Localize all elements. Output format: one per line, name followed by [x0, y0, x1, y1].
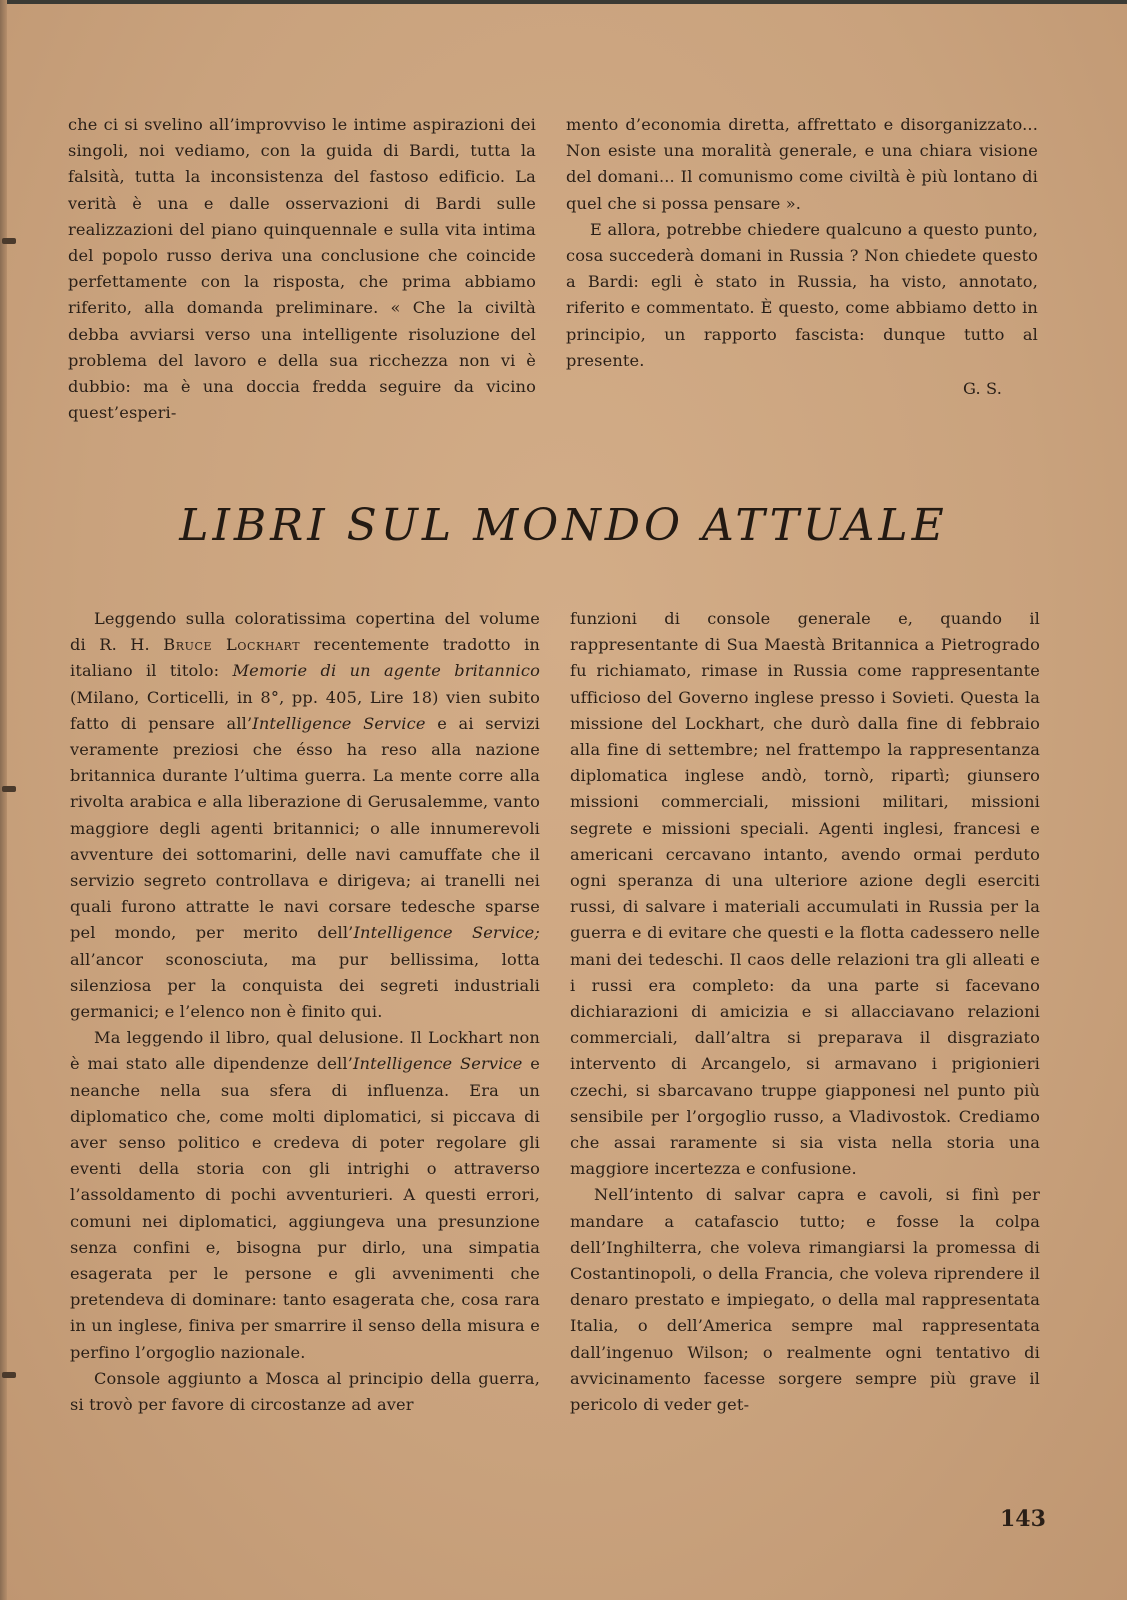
signature: G. S. [962, 379, 1002, 399]
text-run: all’ancor sconosciuta, ma pur bellissima, lotta silenziosa per la conquista dei segreti industriali germanici; e l’elenco non è finito qui. [70, 949, 540, 1022]
paragraph: che ci si svelino all’improvviso le intime aspirazioni dei singoli, noi vediamo, con la guida di Bardi, tutta la falsità, tutta la inconsistenza del fastoso edificio. La verità è una e dalle osservazioni di Bardi sulle realizzazioni del piano quinquennale e sulla vita intima del popolo russo deriva una conclusione che coincide perfettamente con la risposta, che prima abbiamo riferito, alla domanda preliminare. « Che la civiltà debba avviarsi verso una intelligente risoluzione del problema del lavoro e della sua ricchezza non vi è dubbio: ma è una doccia fredda seguire da vicino quest’esperi- [68, 115, 536, 423]
top-border [0, 0, 1127, 4]
text-run: (Milano, Corticelli, in 8°, pp. 405, Lire 18) vien subito fatto di pensare all’ [70, 687, 540, 733]
paragraph: mento d’economia diretta, affrettato e disorganizzato... Non esiste una moralità generale, e una chiara visione del domani... Il comunismo come civiltà è più lontano di quel che si possa pensare ». [566, 115, 1038, 213]
paragraph: E allora, potrebbe chiedere qualcuno a questo punto, cosa succederà domani in Russia ? Non chiedete questo a Bardi: egli è stato in Russia, ha visto, annotato, riferito e commentato. È questo, come abbiamo detto in principio, un rapporto fascista: dunque tutto al presente. [566, 219, 1038, 370]
italic-term: Intelligence Service [353, 1054, 523, 1074]
paragraph: Console aggiunto a Mosca al principio della guerra, si trovò per favore di circostanze ad aver [70, 1368, 540, 1415]
paragraph [70, 1025, 540, 1366]
previous-review-right-column [566, 112, 1038, 402]
section-title: LIBRI SUL MONDO ATTUALE [179, 500, 948, 551]
paragraph [70, 606, 540, 1025]
text-run: recentemente tradotto in italiano il titolo: [70, 635, 540, 681]
text-run: Ma leggendo il libro, qual delusione. Il Lockhart non è mai stato alle dipendenze dell’ [70, 1028, 540, 1074]
author-name: Bruce Lockhart [163, 635, 301, 655]
text-run: e ai servizi veramente preziosi che ésso ha reso alla nazione britannica durante l’ultima guerra. La mente corre alla rivolta arabica e alla liberazione di Gerusalemme, vanto maggiore degli agenti britannici; o alle innumerevoli avventure dei sottomarini, delle navi camuffate che il servizio segreto controllava e dirigeva; ai tranelli nei quali furono attratte le navi corsare tedesche sparse pel mondo, per merito dell’ [70, 713, 540, 943]
binding-mark [2, 786, 16, 792]
binding-mark [2, 1372, 16, 1378]
italic-term: Intelligence Service [252, 713, 426, 733]
text-run: e neanche nella sua sfera di influenza. Era un diplomatico che, come molti diplomatici, si piccava di aver senso politico e credeva di poter regolare gli eventi della storia con gli intrighi o attraverso l’assoldamento di pochi avventurieri. A questi errori, comuni nei diplomatici, aggiungeva una presunzione senza confini e, bisogna pur dirlo, una simpatia esagerata per le persone e gli avvenimenti che pretendeva di dominare: tanto esagerata che, cosa rara in un inglese, finiva per smarrire il senso della misura e perfino l’orgoglio nazionale. [70, 1054, 540, 1362]
paragraph: Nell’intento di salvar capra e cavoli, si finì per mandare a catafascio tutto; e fosse la colpa dell’Inghilterra, che voleva rimangiarsi la promessa di Costantinopoli, o della Francia, che voleva riprendere il denaro prestato e impiegato, o della mal rappresentata Italia, o dell’America sempre mal rappresentata dall’ingenuo Wilson; o realmente ogni tentativo di avvicinamento facesse sorgere sempre più grave il pericolo di veder get- [570, 1185, 1040, 1415]
binding-mark [2, 238, 16, 244]
article-right-column [570, 606, 1040, 1418]
italic-term: Intelligence Service; [353, 923, 540, 943]
book-title: Memorie di un agente britannico [232, 661, 540, 681]
text-run: Leggendo sulla coloratissima copertina del volume di R. H. [70, 609, 540, 655]
page-number: 143 [1000, 1506, 1046, 1532]
paragraph: funzioni di console generale e, quando il rappresentante di Sua Maestà Britannica a Pietrogrado fu richiamato, rimase in Russia come rappresentante ufficioso del Governo inglese presso i Sovieti. Questa la missione del Lockhart, che durò dalla fine di febbraio alla fine di settembre; nel frattempo la rappresentanza diplomatica inglese andò, tornò, ripartì; giunsero missioni commerciali, missioni militari, missioni segrete e missioni speciali. Agenti inglesi, francesi e americani cercavano intanto, avendo ormai perduto ogni speranza di una ulteriore azione degli eserciti russi, di salvare i materiali accumulati in Russia per la guerra e di evitare che questi e la flotta cadessero nelle mani dei tedeschi. Il caos delle relazioni tra gli alleati e i russi era completo: da una parte si facevano dichiarazioni di amicizia e si allacciavano relazioni commerciali, dall’altra si preparava il disgraziato intervento di Arcangelo, si armavano i prigionieri czechi, si sbarcavano truppe giapponesi nel punto più sensibile per l’orgoglio russo, a Vladivostok. Crediamo che assai raramente si sia vista nella storia una maggiore incertezza e confusione. [570, 609, 1040, 1179]
article-left-column [70, 606, 540, 1418]
previous-review-left-column [68, 112, 536, 426]
